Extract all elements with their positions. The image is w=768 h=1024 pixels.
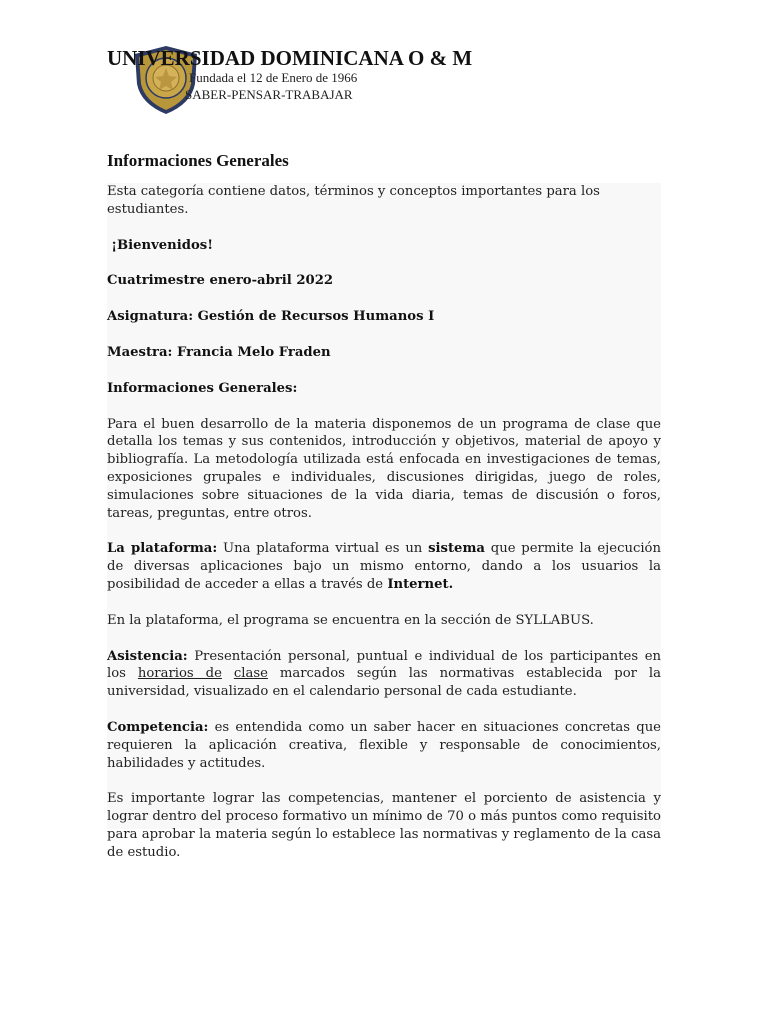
competence-text: es entendida como un saber hacer en situaciones concretas que requieren la aplicación creativa, flexible y responsable de conocimientos, habilidades y actitudes. [107, 719, 661, 771]
platform-bold-2: Internet. [387, 576, 454, 592]
university-name: UNIVERSIDAD DOMINICANA O & M [107, 46, 473, 70]
syllabus-paragraph: En la plataforma, el programa se encuentra en la sección de SYLLABUS. [107, 612, 594, 628]
term-line [107, 272, 661, 290]
general-heading-line [107, 380, 661, 398]
schedule-link[interactable]: horarios de [137, 666, 222, 682]
general-paragraph: Para el buen desarrollo de la materia disponemos de un programa de clase que detalla los temas y sus contenidos, introducción y objetivos, material de apoyo y bibliografía. La metodología utilizada está enfocada en investigaciones de temas, exposiciones grupales e individuales, discusiones dirigidas, juego de roles, simulaciones sobre situaciones de la vida diaria, temas de discusión o foros, tareas, preguntas, entre otros. [107, 416, 661, 521]
closing-paragraph: Es importante lograr las competencias, mantener el porciento de asistencia y lograr dentro del proceso formativo un mínimo de 70 o más puntos como requisito para aprobar la materia según lo establece las normativas y reglamento de la casa de estudio. [107, 791, 661, 860]
platform-paragraph [107, 540, 661, 593]
intro-paragraph: Esta categoría contiene datos, términos y conceptos importantes para los estudiantes. [107, 184, 600, 217]
welcome-text: ¡Bienvenidos! [111, 237, 214, 253]
platform-label: La plataforma: [107, 541, 218, 557]
competence-label: Competencia: [107, 719, 209, 735]
attendance-text-2 [222, 666, 234, 681]
university-motto: SABER-PENSAR-TRABAJAR [185, 87, 353, 102]
platform-bold-1: sistema [428, 541, 485, 557]
founded-date: Fundada el 12 de Enero de 1966 [189, 70, 358, 85]
attendance-paragraph [107, 648, 661, 701]
term-text: Cuatrimestre enero-abril 2022 [107, 273, 334, 289]
teacher-line [107, 344, 661, 362]
class-link[interactable]: clase [233, 666, 268, 682]
attendance-text-1: Presentación personal, puntual e individual de los participantes en los [107, 648, 661, 682]
platform-text-1: Una plataforma virtual es un [217, 541, 429, 557]
platform-text-2: que permite la ejecución de diversas aplicaciones bajo un mismo entorno, dando a los usuarios la posibilidad de acceder a ellas a través de [107, 541, 661, 592]
attendance-text-3: marcados según las normativas establecida por la universidad, visualizado en el calendario personal de cada estudiante. [107, 666, 661, 700]
teacher-text: Maestra: Francia Melo Fraden [107, 344, 331, 360]
welcome-line [107, 237, 661, 255]
competence-paragraph [107, 719, 661, 772]
attendance-label: Asistencia: [107, 648, 188, 664]
document-header [107, 44, 667, 124]
subject-text: Asignatura: Gestión de Recursos Humanos I [107, 309, 435, 325]
content-body [107, 183, 661, 860]
subject-line [107, 308, 661, 326]
section-title: Informaciones Generales [107, 151, 289, 170]
general-heading: Informaciones Generales: [107, 380, 298, 396]
